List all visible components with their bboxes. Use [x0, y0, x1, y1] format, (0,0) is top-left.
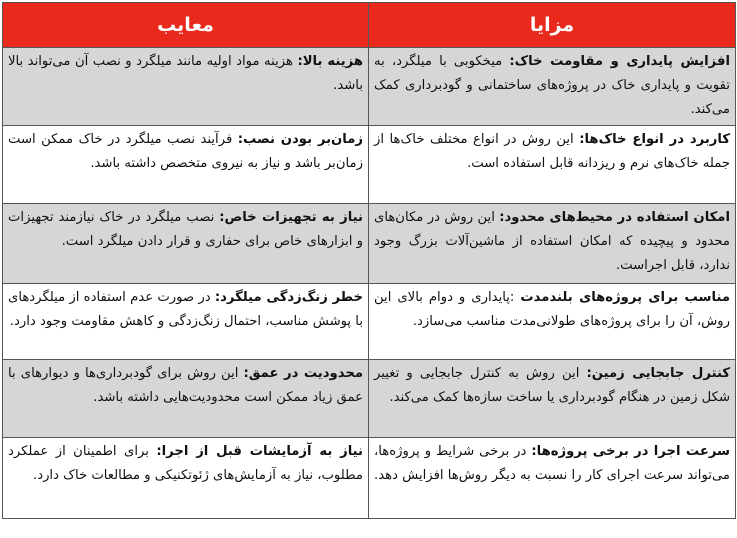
disadvantages-header: معایب — [3, 3, 369, 48]
table-row — [3, 204, 736, 284]
advantage-text: این روش در مکان‌های محدود و پیچیده که امکان استفاده از ماشین‌آلات بزرگ وجود ندارد، قابل اجراست. — [374, 210, 730, 273]
disadvantage-title: محدودیت در عمق: — [243, 366, 363, 381]
advantage-cell — [369, 284, 736, 360]
disadvantage-text: برای اطمینان از عملکرد مطلوب، نیاز به آزمایش‌های ژئوتکنیکی و مطالعات خاک دارد. — [8, 444, 363, 483]
advantages-header: مزایا — [369, 3, 736, 48]
disadvantage-text: هزینه مواد اولیه مانند میلگرد و نصب آن می‌تواند بالا باشد. — [8, 54, 363, 93]
disadvantage-text: این روش برای گودبرداری‌ها و دیوارهای با عمق زیاد ممکن است محدودیت‌هایی داشته باشد. — [8, 366, 363, 405]
advantage-cell — [369, 48, 736, 126]
disadvantage-title: نیاز به تجهیزات خاص: — [219, 210, 363, 225]
advantage-cell — [369, 438, 736, 519]
disadvantage-text: در صورت عدم استفاده از میلگردهای با پوشش مناسب، احتمال زنگ‌زدگی و کاهش مقاومت وجود دارد. — [8, 290, 363, 329]
advantage-cell — [369, 360, 736, 438]
disadvantage-cell — [3, 360, 369, 438]
advantage-title: سرعت اجرا در برخی پروژه‌ها: — [531, 444, 730, 459]
disadvantage-title: هزینه بالا: — [297, 54, 363, 69]
header-row — [3, 3, 736, 48]
disadvantage-text: فرآیند نصب میلگرد در خاک ممکن است زمان‌بر باشد و نیاز به نیروی متخصص داشته باشد. — [8, 132, 363, 171]
disadvantage-cell — [3, 438, 369, 519]
table-row — [3, 438, 736, 519]
advantage-text: در برخی شرایط و پروژه‌ها، می‌تواند سرعت اجرای کار را نسبت به دیگر روش‌ها افزایش دهد. — [374, 444, 730, 483]
table-row — [3, 360, 736, 438]
disadvantage-cell — [3, 284, 369, 360]
disadvantage-text: نصب میلگرد در خاک نیازمند تجهیزات و ابزارهای خاص برای حفاری و قرار دادن میلگرد است. — [8, 210, 363, 249]
disadvantage-title: زمان‌بر بودن نصب: — [237, 132, 363, 147]
advantage-cell — [369, 204, 736, 284]
disadvantage-title: خطر زنگ‌زدگی میلگرد: — [214, 290, 364, 305]
disadvantage-cell — [3, 204, 369, 284]
advantage-text: این روش در انواع مختلف خاک‌ها از جمله خاک‌های نرم و ریزدانه قابل استفاده است. — [374, 132, 730, 171]
advantage-text: میخکوبی با میلگرد، به تقویت و پایداری خاک در پروژه‌های ساختمانی و گودبرداری کمک می‌کند. — [374, 54, 730, 117]
advantage-title: مناسب برای پروژه‌های بلندمدت — [520, 290, 730, 305]
advantage-title: کنترل جابجایی زمین: — [586, 366, 731, 381]
advantage-title: امکان استفاده در محیط‌های محدود: — [499, 210, 730, 225]
table-row — [3, 284, 736, 360]
advantage-text: :پایداری و دوام بالای این روش، آن را برای پروژه‌های طولانی‌مدت مناسب می‌سازد. — [374, 290, 730, 329]
advantage-title: کاربرد در انواع خاک‌ها: — [579, 132, 730, 147]
disadvantage-title: نیاز به آزمایشات قبل از اجرا: — [156, 444, 364, 459]
disadvantage-cell — [3, 48, 369, 126]
disadvantage-cell — [3, 126, 369, 204]
advantage-text: این روش به کنترل جابجایی و تغییر شکل زمین در هنگام گودبرداری یا ساخت سازه‌ها کمک می‌کند. — [374, 366, 730, 405]
advantage-title: افزایش پایداری و مقاومت خاک: — [509, 54, 731, 69]
table-row — [3, 48, 736, 126]
advantage-cell — [369, 126, 736, 204]
table-row — [3, 126, 736, 204]
pros-cons-table — [2, 2, 736, 519]
